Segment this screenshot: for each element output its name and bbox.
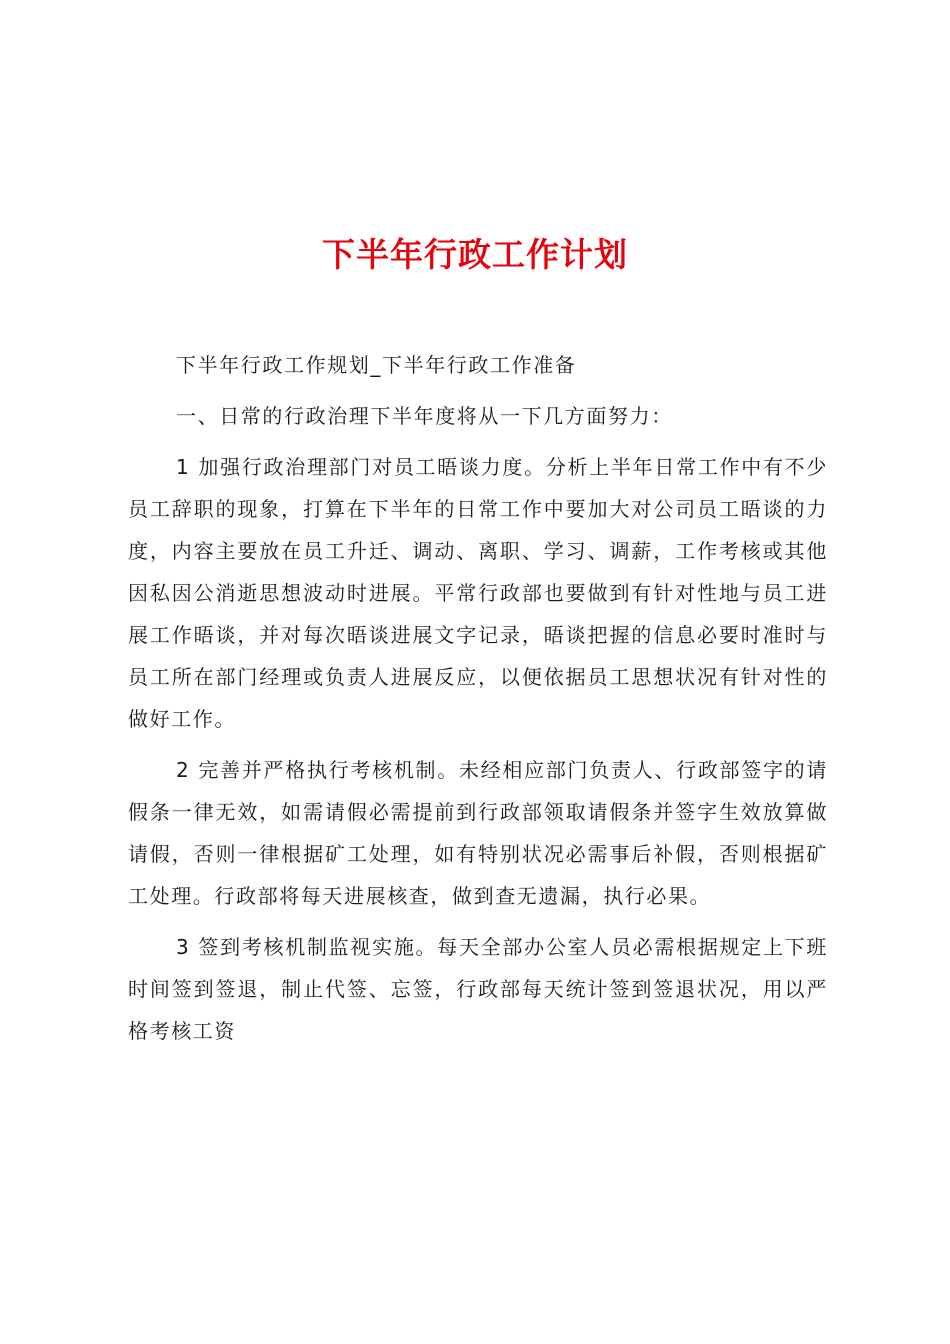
document-title: 下半年行政工作计划 — [322, 235, 628, 275]
paragraph-item-1: 1 加强行政治理部门对员工晤谈力度。分析上半年日常工作中有不少员工辞职的现象，打算在下半年的日常工作中要加大对公司员工晤谈的力度，内容主要放在员工升迁、调动、离职、学习、调薪，工作考核或其他因私因公消逝思想波动时进展。平常行政部也要做到有针对性地与员工进展工作晤谈，并对每次晤谈进展文字记录，晤谈把握的信息必要时准时与员工所在部门经理或负责人进展反应，以便依据员工思想状况有针对性的做好工作。 — [128, 455, 828, 731]
paragraph-subtitle: 下半年行政工作规划_下半年行政工作准备 — [176, 353, 577, 377]
paragraph-item-3: 3 签到考核机制监视实施。每天全部办公室人员必需根据规定上下班时间签到签退，制止代签、忘签，行政部每天统计签到签退状况，用以严格考核工资 — [128, 935, 828, 1043]
paragraph-section-heading: 一、日常的行政治理下半年度将从一下几方面努力： — [176, 404, 673, 428]
document-body — [128, 344, 828, 1061]
paragraph-item-2: 2 完善并严格执行考核机制。未经相应部门负责人、行政部签字的请假条一律无效，如需请假必需提前到行政部领取请假条并签字生效放算做请假，否则一律根据矿工处理，如有特别状况必需事后补假，否则根据矿工处理。行政部将每天进展核查，做到查无遗漏，执行必果。 — [128, 758, 828, 908]
